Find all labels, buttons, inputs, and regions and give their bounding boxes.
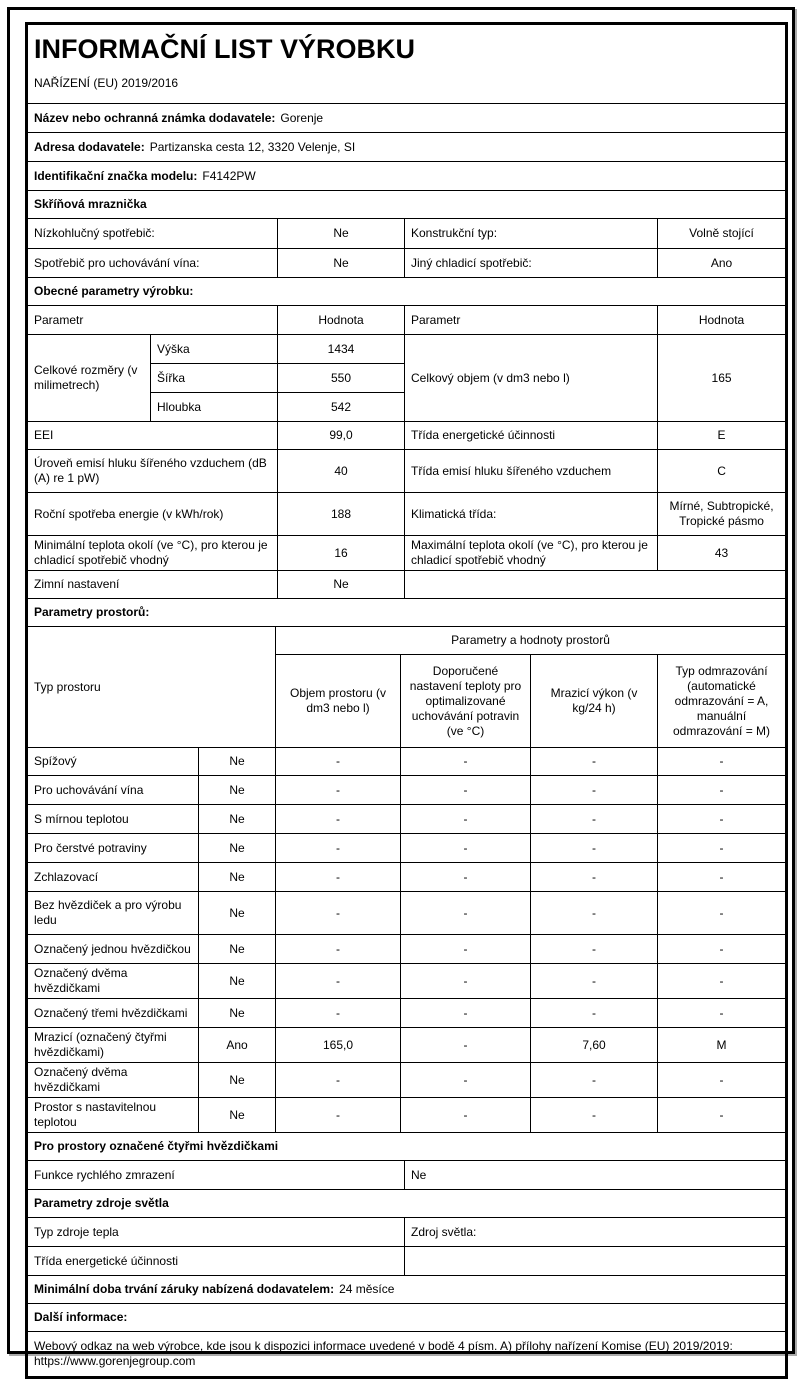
param-label: EEI [28, 422, 278, 450]
param-value: 43 [658, 536, 786, 571]
param-value: Zdroj světla: [405, 1218, 786, 1247]
param-label: Typ zdroje tepla [28, 1218, 405, 1247]
supplier-address-row [28, 133, 786, 162]
model-id-row [28, 162, 786, 191]
compartment-name: Označený jednou hvězdičkou [28, 935, 199, 964]
compartment-defrost: M [658, 1028, 786, 1063]
param-value: Ne [278, 249, 405, 278]
param-label: Klimatická třída: [405, 493, 658, 536]
compartment-present: Ne [199, 964, 276, 999]
compartment-volume: - [276, 892, 401, 935]
compartment-present: Ne [199, 776, 276, 805]
compartment-name: Prostor s nastavitelnou teplotou [28, 1098, 199, 1133]
model-id-label: Identifikační značka modelu: [34, 168, 198, 183]
compartment-volume: - [276, 748, 401, 776]
compartments-group-header: Parametry a hodnoty prostorů [276, 627, 786, 655]
param-value: Ne [278, 219, 405, 249]
compartment-capacity: - [531, 776, 658, 805]
compartment-capacity: - [531, 863, 658, 892]
model-id-value: F4142PW [202, 168, 256, 183]
compartment-present: Ano [199, 1028, 276, 1063]
compartment-temp: - [401, 999, 531, 1028]
param-label: Nízkohlučný spotřebič: [28, 219, 278, 249]
compartment-capacity: 7,60 [531, 1028, 658, 1063]
warranty-row [28, 1276, 786, 1304]
manufacturer-website-link[interactable]: https://www.gorenjegroup.com [34, 1354, 196, 1368]
compartment-defrost: - [658, 935, 786, 964]
four-star-block [27, 1132, 786, 1190]
total-volume-label: Celkový objem (v dm3 nebo l) [405, 335, 658, 422]
compartment-present: Ne [199, 892, 276, 935]
compartment-volume: 165,0 [276, 1028, 401, 1063]
param-value: 16 [278, 536, 405, 571]
compartment-temp: - [401, 935, 531, 964]
additional-info-text-cell [28, 1332, 786, 1377]
compartment-present: Ne [199, 1098, 276, 1133]
compartment-temp: - [401, 776, 531, 805]
compartment-name: Označený dvěma hvězdičkami [28, 964, 199, 999]
param-label: Spotřebič pro uchovávání vína: [28, 249, 278, 278]
param-value: Ano [658, 249, 786, 278]
dimension-value: 550 [278, 364, 405, 393]
compartment-defrost: - [658, 776, 786, 805]
compartment-volume: - [276, 964, 401, 999]
compartment-defrost: - [658, 999, 786, 1028]
supplier-address-value: Partizanska cesta 12, 3320 Velenje, SI [149, 139, 356, 154]
compartment-capacity: - [531, 805, 658, 834]
param-label: Funkce rychlého zmrazení [28, 1161, 405, 1190]
compartment-temp: - [401, 1098, 531, 1133]
compartment-name: Označený třemi hvězdičkami [28, 999, 199, 1028]
column-header-volume: Objem prostoru (v dm3 nebo l) [276, 655, 401, 748]
compartment-volume: - [276, 935, 401, 964]
compartment-defrost: - [658, 1098, 786, 1133]
param-value: C [658, 450, 786, 493]
param-value: Volně stojící [658, 219, 786, 249]
compartment-present: Ne [199, 863, 276, 892]
empty-cell [405, 571, 786, 599]
compartment-volume: - [276, 863, 401, 892]
compartment-defrost: - [658, 834, 786, 863]
compartment-temp: - [401, 1063, 531, 1098]
param-value: 99,0 [278, 422, 405, 450]
param-label: Zimní nastavení [28, 571, 278, 599]
page-title: INFORMAČNÍ LIST VÝROBKU [34, 34, 415, 64]
category-block [27, 190, 786, 278]
param-value: E [658, 422, 786, 450]
compartment-present: Ne [199, 935, 276, 964]
param-label: Minimální teplota okolí (ve °C), pro kterou je chladicí spotřebič vhodný [28, 536, 278, 571]
compartment-capacity: - [531, 1063, 658, 1098]
compartment-capacity: - [531, 1098, 658, 1133]
compartment-present: Ne [199, 999, 276, 1028]
param-label: Konstrukční typ: [405, 219, 658, 249]
general-parameters-block [27, 277, 786, 599]
compartment-type-header: Typ prostoru [28, 627, 276, 748]
compartment-temp: - [401, 1028, 531, 1063]
compartment-volume: - [276, 999, 401, 1028]
product-information-sheet [25, 22, 783, 1384]
dimensions-label: Celkové rozměry (v milimetrech) [28, 335, 151, 422]
compartment-volume: - [276, 834, 401, 863]
compartment-capacity: - [531, 834, 658, 863]
param-value: Mírné, Subtropické, Tropické pásmo [658, 493, 786, 536]
page-border [7, 7, 795, 1368]
column-header-temperature: Doporučené nastavení teploty pro optimalizované uchovávání potravin (ve °C) [401, 655, 531, 748]
supplier-name-label: Název nebo ochranná známka dodavatele: [34, 110, 276, 125]
compartment-defrost: - [658, 748, 786, 776]
compartment-name: Pro čerstvé potraviny [28, 834, 199, 863]
dimension-name: Hloubka [151, 393, 278, 422]
param-label: Třída energetické účinnosti [28, 1247, 405, 1276]
compartment-capacity: - [531, 964, 658, 999]
param-label: Třída energetické účinnosti [405, 422, 658, 450]
column-header-defrost-type: Typ odmrazování (automatické odmrazování = A, manuální odmrazování = M) [658, 655, 786, 748]
dimension-name: Výška [151, 335, 278, 364]
param-value: 188 [278, 493, 405, 536]
warranty-block [27, 1275, 786, 1304]
compartment-temp: - [401, 863, 531, 892]
compartment-defrost: - [658, 964, 786, 999]
compartment-name: Mrazicí (označený čtyřmi hvězdičkami) [28, 1028, 199, 1063]
compartment-name: S mírnou teplotou [28, 805, 199, 834]
compartment-defrost: - [658, 892, 786, 935]
warranty-label: Minimální doba trvání záruky nabízená dodavatelem: [34, 1282, 335, 1296]
column-header: Parametr [28, 306, 278, 335]
param-value: Ne [278, 571, 405, 599]
light-source-block [27, 1189, 786, 1276]
param-value [405, 1247, 786, 1276]
compartment-temp: - [401, 834, 531, 863]
dimension-value: 542 [278, 393, 405, 422]
compartment-present: Ne [199, 834, 276, 863]
compartment-defrost: - [658, 863, 786, 892]
supplier-name-value: Gorenje [280, 110, 324, 125]
header-block [27, 24, 786, 191]
compartment-temp: - [401, 748, 531, 776]
compartment-present: Ne [199, 1063, 276, 1098]
param-label: Maximální teplota okolí (ve °C), pro kterou je chladicí spotřebič vhodný [405, 536, 658, 571]
column-header: Hodnota [278, 306, 405, 335]
additional-info-block [27, 1303, 786, 1377]
compartment-capacity: - [531, 999, 658, 1028]
param-label: Úroveň emisí hluku šířeného vzduchem (dB (A) re 1 pW) [28, 450, 278, 493]
dimension-name: Šířka [151, 364, 278, 393]
param-label: Roční spotřeba energie (v kWh/rok) [28, 493, 278, 536]
compartment-temp: - [401, 805, 531, 834]
general-header: Obecné parametry výrobku: [28, 278, 786, 306]
compartment-capacity: - [531, 748, 658, 776]
regulation-label: NAŘÍZENÍ (EU) 2019/2016 [34, 75, 179, 90]
four-star-header: Pro prostory označené čtyřmi hvězdičkami [28, 1133, 786, 1161]
dimension-value: 1434 [278, 335, 405, 364]
compartment-capacity: - [531, 935, 658, 964]
compartment-volume: - [276, 1063, 401, 1098]
light-source-header: Parametry zdroje světla [28, 1190, 786, 1218]
compartment-name: Označený dvěma hvězdičkami [28, 1063, 199, 1098]
title-cell [28, 25, 786, 104]
compartment-present: Ne [199, 805, 276, 834]
compartment-defrost: - [658, 805, 786, 834]
column-header: Hodnota [658, 306, 786, 335]
compartment-name: Spížový [28, 748, 199, 776]
param-label: Třída emisí hluku šířeného vzduchem [405, 450, 658, 493]
compartment-volume: - [276, 805, 401, 834]
compartment-present: Ne [199, 748, 276, 776]
warranty-value: 24 měsíce [339, 1282, 395, 1296]
compartment-temp: - [401, 964, 531, 999]
param-label: Jiný chladicí spotřebič: [405, 249, 658, 278]
column-header: Parametr [405, 306, 658, 335]
supplier-name-row [28, 104, 786, 133]
category-header: Skříňová mraznička [28, 191, 786, 219]
compartment-volume: - [276, 1098, 401, 1133]
supplier-address-label: Adresa dodavatele: [34, 139, 145, 154]
total-volume-value: 165 [658, 335, 786, 422]
compartments-header: Parametry prostorů: [28, 599, 786, 627]
compartment-capacity: - [531, 892, 658, 935]
compartment-defrost: - [658, 1063, 786, 1098]
compartments-block [27, 598, 786, 1133]
param-value: Ne [405, 1161, 786, 1190]
additional-info-header: Další informace: [28, 1304, 786, 1332]
compartment-temp: - [401, 892, 531, 935]
compartment-name: Zchlazovací [28, 863, 199, 892]
manufacturer-website-text: Webový odkaz na web výrobce, kde jsou k dispozici informace uvedené v bodě 4 písm. A) přílohy nařízení Komise (EU) 2019/2019: [34, 1339, 733, 1353]
compartment-name: Bez hvězdiček a pro výrobu ledu [28, 892, 199, 935]
compartment-name: Pro uchovávání vína [28, 776, 199, 805]
column-header-freezing-capacity: Mrazicí výkon (v kg/24 h) [531, 655, 658, 748]
param-value: 40 [278, 450, 405, 493]
compartment-volume: - [276, 776, 401, 805]
